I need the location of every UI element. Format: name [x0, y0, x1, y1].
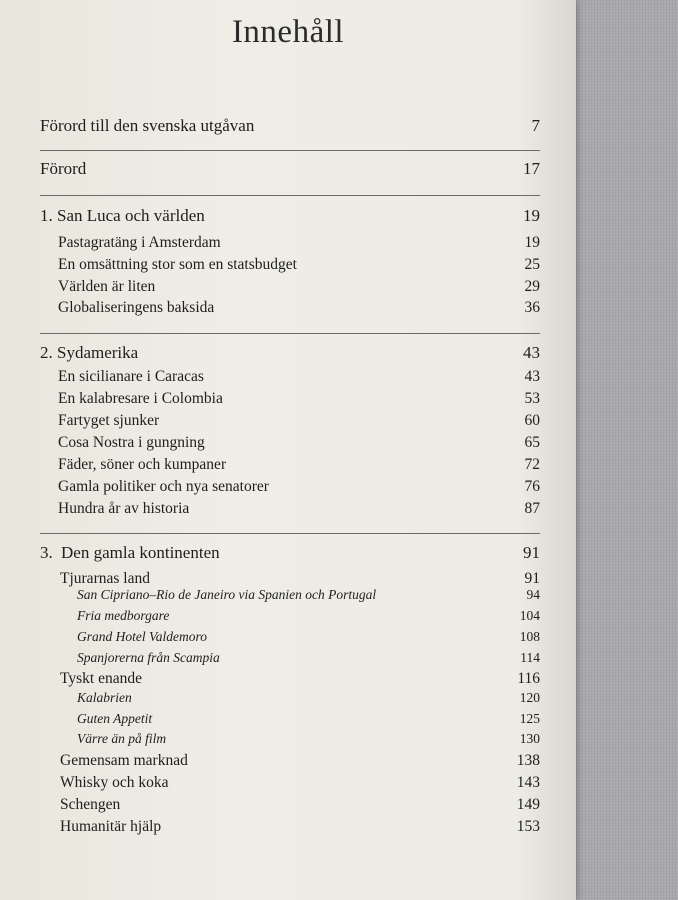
section-page: 60 [524, 412, 540, 429]
toc-section[interactable] [58, 390, 540, 410]
toc-subsection[interactable] [77, 731, 540, 749]
toc-entry-label: Förord [40, 159, 87, 178]
toc-section[interactable] [60, 670, 540, 690]
subsection-label: Kalabrien [77, 690, 132, 705]
toc-chapter-2[interactable] [40, 343, 540, 365]
chapter-number: 1. [40, 206, 53, 225]
subsection-page: 104 [519, 608, 540, 623]
toc-subsection[interactable] [77, 650, 540, 668]
subsection-page: 130 [519, 731, 540, 746]
toc-section[interactable] [60, 796, 540, 816]
subsection-label: Fria medborgare [77, 608, 170, 623]
section-page: 43 [524, 368, 540, 385]
subsection-label: Grand Hotel Valdemoro [77, 629, 207, 644]
section-page: 91 [524, 570, 540, 587]
toc-entry-page: 17 [523, 159, 540, 178]
section-page: 36 [524, 299, 540, 316]
section-page: 25 [524, 256, 540, 273]
toc-section[interactable] [58, 478, 540, 498]
chapter-page: 43 [523, 343, 540, 362]
section-page: 153 [516, 818, 540, 835]
toc-section[interactable] [60, 752, 540, 772]
section-label: Tjurarnas land [60, 570, 150, 587]
section-label: Whisky och koka [60, 774, 169, 791]
toc-section[interactable] [58, 256, 540, 276]
section-label: Cosa Nostra i gungning [58, 434, 205, 451]
toc-subsection[interactable] [77, 690, 540, 708]
subsection-label: Spanjorerna från Scampia [77, 650, 220, 665]
section-label: Världen är liten [58, 278, 156, 295]
subsection-page: 108 [519, 629, 540, 644]
subsection-label: San Cipriano–Rio de Janeiro via Spanien och Portugal [77, 587, 377, 602]
toc-section[interactable] [58, 434, 540, 454]
toc-chapter-3[interactable] [40, 543, 540, 565]
section-page: 76 [524, 478, 540, 495]
toc-section[interactable] [58, 234, 540, 254]
section-label: Fartyget sjunker [58, 412, 160, 429]
toc-section[interactable] [60, 818, 540, 838]
toc-entry-label: Förord till den svenska utgåvan [40, 116, 255, 135]
section-label: En kalabresare i Colombia [58, 390, 223, 407]
divider [40, 533, 540, 534]
section-label: Schengen [60, 796, 121, 813]
divider [40, 333, 540, 334]
section-label: Gemensam marknad [60, 752, 188, 769]
section-label: Fäder, söner och kumpaner [58, 456, 227, 473]
toc-section[interactable] [58, 412, 540, 432]
section-page: 116 [517, 670, 540, 687]
section-page: 138 [516, 752, 540, 769]
divider [40, 150, 540, 151]
toc-subsection[interactable] [77, 587, 540, 605]
section-label: Gamla politiker och nya senatorer [58, 478, 269, 495]
subsection-page: 125 [519, 711, 540, 726]
page-title: Innehåll [231, 14, 345, 50]
subsection-page: 94 [526, 587, 540, 602]
chapter-title: Den gamla kontinenten [61, 543, 220, 562]
toc-section[interactable] [58, 500, 540, 520]
subsection-label: Värre än på film [77, 731, 167, 746]
toc-subsection[interactable] [77, 711, 540, 729]
section-label: Humanitär hjälp [60, 818, 162, 835]
toc-entry-front-preface-swedish[interactable] [40, 116, 540, 138]
section-label: Hundra år av historia [58, 500, 190, 517]
toc-section[interactable] [58, 456, 540, 476]
subsection-label: Guten Appetit [77, 711, 153, 726]
subsection-page: 114 [520, 650, 540, 665]
section-page: 149 [516, 796, 540, 813]
chapter-number: 3. [40, 543, 53, 562]
chapter-page: 19 [523, 206, 540, 225]
section-label: En omsättning stor som en statsbudget [58, 256, 297, 273]
chapter-number: 2. [40, 343, 53, 362]
section-page: 65 [524, 434, 540, 451]
toc-section[interactable] [58, 278, 540, 298]
section-label: Pastagratäng i Amsterdam [58, 234, 221, 251]
toc-section[interactable] [58, 299, 540, 319]
section-label: En sicilianare i Caracas [58, 368, 204, 385]
section-page: 87 [524, 500, 540, 517]
chapter-title: Sydamerika [57, 343, 139, 362]
divider [40, 195, 540, 196]
toc-section[interactable] [58, 368, 540, 388]
toc-subsection[interactable] [77, 608, 540, 626]
toc-subsection[interactable] [77, 629, 540, 647]
section-label: Globaliseringens baksida [58, 299, 215, 316]
toc-section[interactable] [60, 774, 540, 794]
toc-entry-front-preface[interactable] [40, 159, 540, 181]
chapter-title: San Luca och världen [57, 206, 205, 225]
subsection-page: 120 [519, 690, 540, 705]
cloth-background [576, 0, 678, 900]
toc-chapter-1[interactable] [40, 206, 540, 228]
toc-entry-page: 7 [531, 116, 540, 135]
section-label: Tyskt enande [60, 670, 142, 687]
section-page: 53 [524, 390, 540, 407]
section-page: 19 [524, 234, 540, 251]
chapter-page: 91 [523, 543, 540, 562]
section-page: 72 [524, 456, 540, 473]
section-page: 143 [516, 774, 540, 791]
section-page: 29 [524, 278, 540, 295]
